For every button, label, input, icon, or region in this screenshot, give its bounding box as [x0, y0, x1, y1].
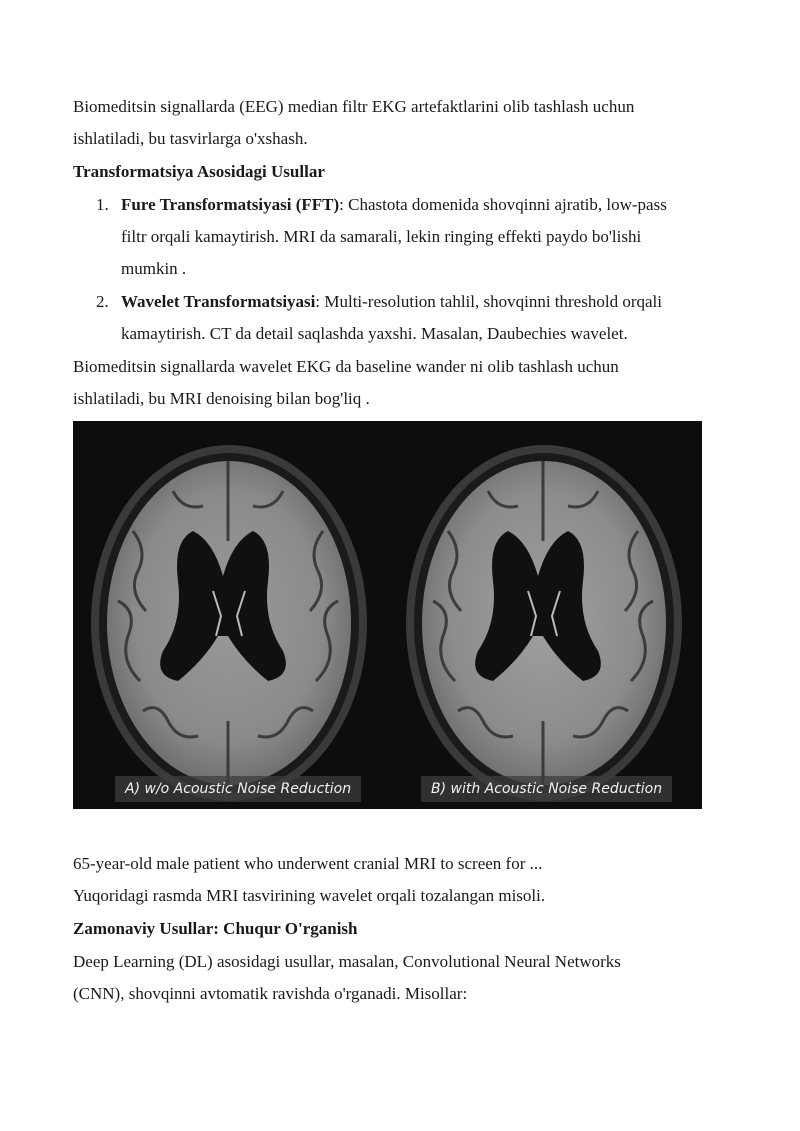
- brain-mri-image-b: [388, 421, 702, 809]
- list-item-fft-line3: mumkin .: [121, 259, 187, 278]
- list-item-wavelet-text: : Multi-resolution tahlil, shovqinni threshold orqali: [315, 292, 662, 311]
- wavelet-paragraph-line2: ishlatiladi, bu MRI denoising bilan bog'liq .: [73, 389, 370, 408]
- mri-panel-a: [73, 421, 387, 809]
- list-number-1: 1.: [96, 195, 109, 214]
- intro-paragraph-line1: Biomeditsin signallarda (EEG) median filtr EKG artefaktlarini olib tashlash uchun: [73, 97, 635, 116]
- brain-mri-image-a: [73, 421, 387, 809]
- list-number-2: 2.: [96, 292, 109, 311]
- list-item-wavelet-line2: kamaytirish. CT da detail saqlashda yaxshi. Masalan, Daubechies wavelet.: [121, 324, 628, 343]
- dl-paragraph-line1: Deep Learning (DL) asosidagi usullar, masalan, Convolutional Neural Networks: [73, 952, 621, 971]
- list-item-fft-term: Fure Transformatsiyasi (FFT): [121, 195, 340, 214]
- section-heading-transform: Transformatsiya Asosidagi Usullar: [73, 162, 325, 181]
- figure-note: Yuqoridagi rasmda MRI tasvirining wavelet orqali tozalangan misoli.: [73, 886, 546, 905]
- list-item-fft-text: : Chastota domenida shovqinni ajratib, low-pass: [339, 195, 667, 214]
- mri-comparison-figure: [73, 421, 702, 809]
- section-heading-deep-learning: Zamonaviy Usullar: Chuqur O'rganish: [73, 919, 358, 938]
- dl-paragraph-line2: (CNN), shovqinni avtomatik ravishda o'rganadi. Misollar:: [73, 984, 468, 1003]
- figure-description: 65-year-old male patient who underwent cranial MRI to screen for ...: [73, 854, 543, 873]
- caption-with-noise-reduction: B) with Acoustic Noise Reduction: [421, 776, 672, 802]
- list-item-wavelet: [121, 286, 736, 318]
- caption-without-noise-reduction: A) w/o Acoustic Noise Reduction: [115, 776, 361, 802]
- list-item-fft-line2: filtr orqali kamaytirish. MRI da samarali, lekin ringing effekti paydo bo'lishi: [121, 227, 642, 246]
- intro-paragraph-line2: ishlatiladi, bu tasvirlarga o'xshash.: [73, 129, 308, 148]
- mri-panel-b: [388, 421, 702, 809]
- list-item-fft: [121, 189, 736, 221]
- wavelet-paragraph-line1: Biomeditsin signallarda wavelet EKG da baseline wander ni olib tashlash uchun: [73, 357, 619, 376]
- list-item-wavelet-term: Wavelet Transformatsiyasi: [121, 292, 316, 311]
